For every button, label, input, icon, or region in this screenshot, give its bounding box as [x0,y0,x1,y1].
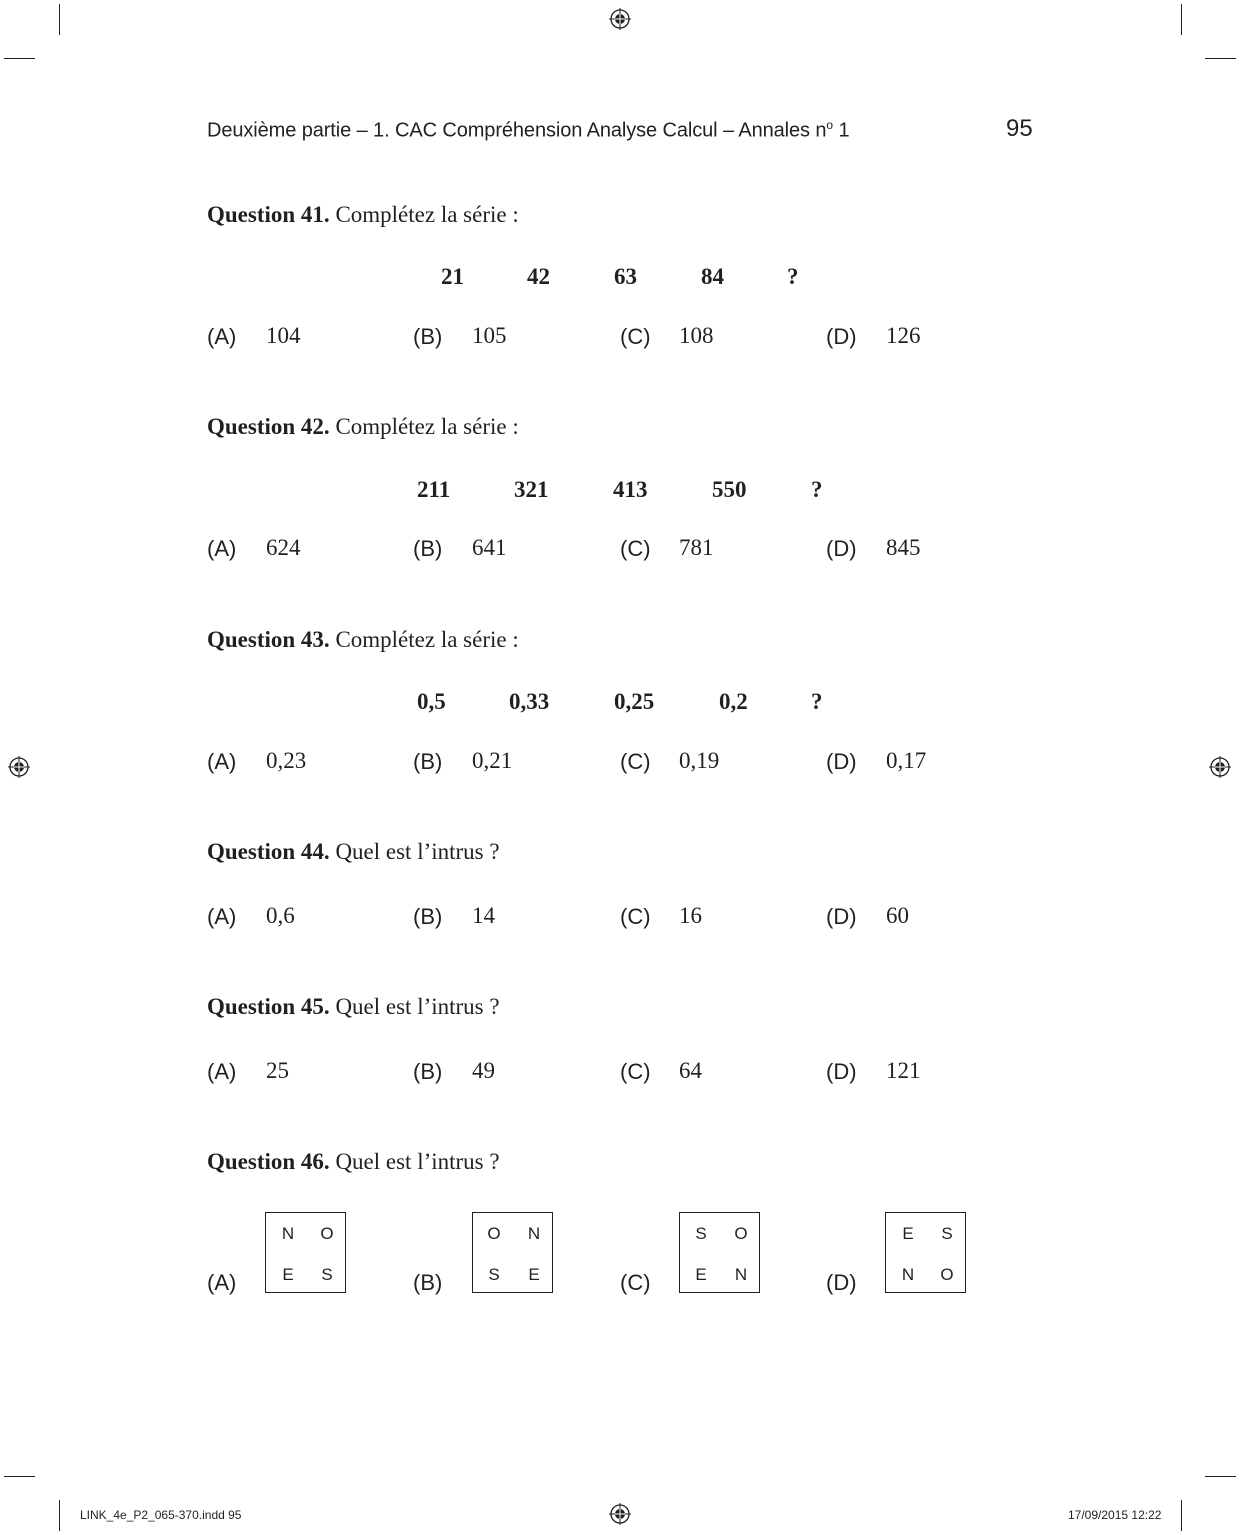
series-term: 321 [514,477,549,502]
option-letter: (C) [620,1270,651,1295]
slug-datetime: 17/09/2015 12:22 [1068,1508,1162,1522]
registration-mark-icon [609,8,631,30]
series-term: 413 [613,477,648,502]
option-value: 121 [886,1058,921,1083]
question-46-title [207,1149,500,1175]
series-term: 84 [701,264,724,289]
question-42-title [207,414,519,440]
grid-cell: O [734,1224,748,1243]
option-letter: (C) [620,749,651,774]
grid-cell: S [321,1265,333,1284]
crop-mark [59,1500,60,1531]
option-value: 0,17 [886,748,927,773]
series-term: ? [787,264,799,289]
option-value: 624 [266,535,301,560]
option-value: 845 [886,535,921,560]
question-label: Question 45. [207,994,330,1019]
option-value: 105 [472,323,507,348]
running-header [207,118,849,143]
option-letter: (C) [620,324,651,349]
option-letter: (A) [207,904,237,929]
running-header-end: 1 [832,119,850,142]
grid-cell: O [487,1224,501,1243]
option-value: 126 [886,323,921,348]
option-letter: (B) [413,1059,443,1084]
question-prompt: Complétez la série : [335,202,519,227]
question-44-title [207,839,500,865]
option-letter: (D) [826,1270,857,1295]
option-letter: (D) [826,324,857,349]
question-prompt: Complétez la série : [335,414,519,439]
question-prompt: Complétez la série : [335,627,519,652]
option-letter: (D) [826,536,857,561]
running-header-text: Deuxième partie – 1. CAC Compréhension Analyse Calcul – Annales n [207,119,827,142]
question-label: Question 46. [207,1149,330,1174]
grid-cell: N [281,1224,295,1243]
registration-mark-icon [1209,756,1231,778]
grid-cell: O [320,1224,334,1243]
crop-mark [4,1476,35,1477]
option-value: 14 [472,903,495,928]
question-prompt: Quel est l’intrus ? [335,994,500,1019]
series-term: 21 [441,264,464,289]
letter-grid [679,1212,760,1293]
option-value: 108 [679,323,714,348]
option-letter: (C) [620,1059,651,1084]
option-value: 781 [679,535,714,560]
question-43-title [207,627,519,653]
crop-mark [1181,4,1182,35]
letter-grid [472,1212,553,1293]
option-value: 25 [266,1058,289,1083]
question-prompt: Quel est l’intrus ? [335,1149,500,1174]
grid-cell: E [282,1265,294,1284]
grid-cell: O [940,1265,954,1284]
series-term: 0,2 [719,689,748,714]
grid-cell: E [695,1265,707,1284]
option-letter: (C) [620,904,651,929]
option-letter: (B) [413,749,443,774]
series-term: ? [811,477,823,502]
option-letter: (A) [207,1059,237,1084]
grid-cell: N [901,1265,915,1284]
question-label: Question 44. [207,839,330,864]
option-value: 49 [472,1058,495,1083]
question-41-title [207,202,519,228]
letter-grid [885,1212,966,1293]
option-value: 0,21 [472,748,513,773]
option-value: 641 [472,535,507,560]
option-letter: (D) [826,1059,857,1084]
series-term: ? [811,689,823,714]
option-value: 64 [679,1058,702,1083]
option-letter: (D) [826,904,857,929]
option-letter: (B) [413,1270,443,1295]
question-label: Question 43. [207,627,330,652]
option-letter: (A) [207,1270,237,1295]
series-term: 63 [614,264,637,289]
series-term: 0,5 [417,689,446,714]
option-value: 0,19 [679,748,720,773]
option-letter: (B) [413,904,443,929]
option-value: 60 [886,903,909,928]
series-term: 0,33 [509,689,550,714]
option-value: 104 [266,323,301,348]
option-letter: (A) [207,536,237,561]
grid-cell: N [734,1265,748,1284]
grid-cell: S [695,1224,707,1243]
grid-cell: S [941,1224,953,1243]
option-letter: (C) [620,536,651,561]
registration-mark-icon [8,756,30,778]
question-prompt: Quel est l’intrus ? [335,839,500,864]
option-value: 0,23 [266,748,307,773]
grid-cell: E [902,1224,914,1243]
series-term: 0,25 [614,689,655,714]
grid-cell: E [528,1265,540,1284]
registration-mark-icon [609,1503,631,1525]
crop-mark [59,4,60,35]
option-value: 16 [679,903,702,928]
crop-mark [1205,1476,1236,1477]
option-letter: (A) [207,749,237,774]
question-label: Question 41. [207,202,330,227]
series-term: 550 [712,477,747,502]
question-45-title [207,994,500,1020]
option-letter: (D) [826,749,857,774]
option-letter: (B) [413,324,443,349]
page-number: 95 [1006,115,1033,142]
series-term: 211 [417,477,451,502]
grid-cell: N [527,1224,541,1243]
crop-mark [1205,58,1236,59]
crop-mark [4,58,35,59]
question-label: Question 42. [207,414,330,439]
letter-grid [265,1212,346,1293]
grid-cell: S [488,1265,500,1284]
running-header-superscript: o [826,118,833,132]
slug-filename: LINK_4e_P2_065-370.indd 95 [80,1508,242,1522]
option-letter: (A) [207,324,237,349]
option-letter: (B) [413,536,443,561]
series-term: 42 [527,264,550,289]
crop-mark [1181,1500,1182,1531]
option-value: 0,6 [266,903,295,928]
